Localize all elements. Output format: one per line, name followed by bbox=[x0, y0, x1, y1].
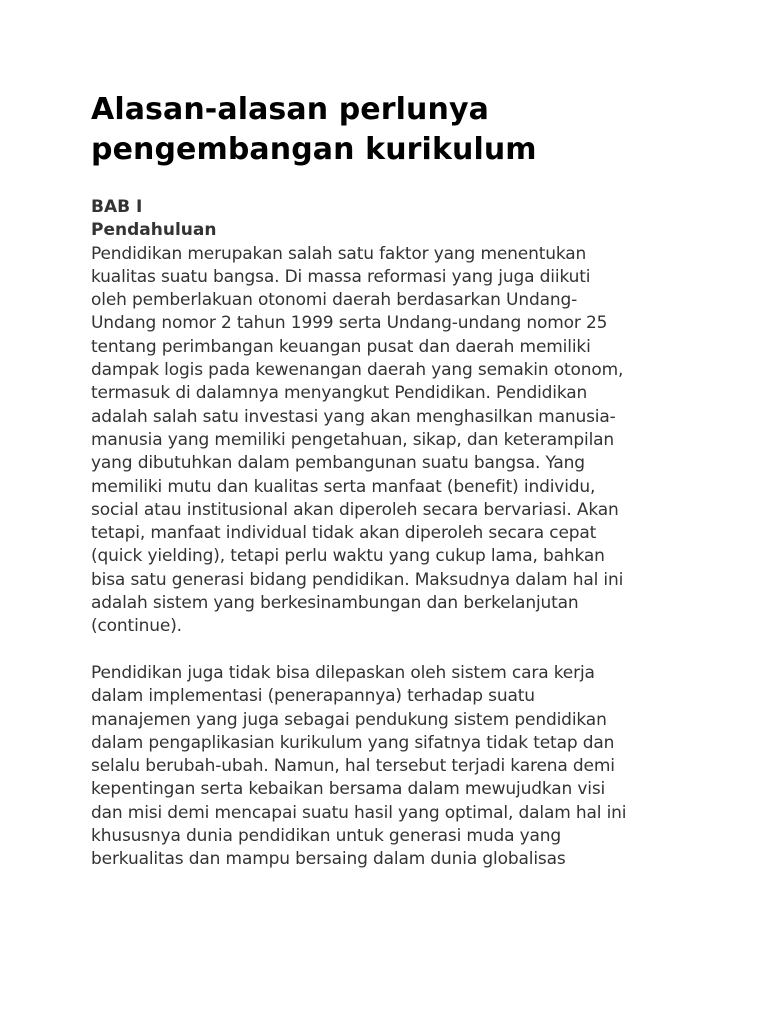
section-heading: Pendahuluan bbox=[91, 220, 217, 241]
chapter-heading: BAB I bbox=[91, 197, 143, 217]
document-page bbox=[91, 90, 691, 872]
document-title: Alasan-alasan perlunya pengembangan kurikulum bbox=[91, 92, 537, 167]
body-paragraph: Pendidikan merupakan salah satu faktor yang menentukan kualitas suatu bangsa. Di massa reformasi yang juga diikuti oleh pemberlakuan otonomi daerah berdasarkan Undang- Undang nomor 2 tahun 1999 serta Undang-undang nomor 25 tentang perimbangan keuangan pusat dan daerah memiliki dampak logis pada kewenangan daerah yang semakin otonom, termasuk di dalamnya menyangkut Pendidikan. Pendidikan adalah salah satu investasi yang akan menghasilkan manusia- manusia yang memiliki pengetahuan, sikap, dan keterampilan yang dibutuhkan dalam pembangunan suatu bangsa. Yang memiliki mutu dan kualitas serta manfaat (benefit) individu, social atau institusional akan diperoleh secara bervariasi. Akan tetapi, manfaat individual tidak akan diperoleh secara cepat (quick yielding), tetapi perlu waktu yang cukup lama, bahkan bisa satu generasi bidang pendidikan. Maksudnya dalam hal ini adalah sistem yang berkesinambungan dan berkelanjutan (continue). bbox=[91, 243, 624, 637]
body-paragraph: Pendidikan juga tidak bisa dilepaskan oleh sistem cara kerja dalam implementasi (penerapannya) terhadap suatu manajemen yang juga sebagai pendukung sistem pendidikan dalam pengaplikasian kurikulum yang sifatnya tidak tetap dan selalu berubah-ubah. Namun, hal tersebut terjadi karena demi kepentingan serta kebaikan bersama dalam mewujudkan visi dan misi demi mencapai suatu hasil yang optimal, dalam hal ini khususnya dunia pendidikan untuk generasi muda yang berkualitas dan mampu bersaing dalam dunia globalisas bbox=[91, 662, 627, 870]
